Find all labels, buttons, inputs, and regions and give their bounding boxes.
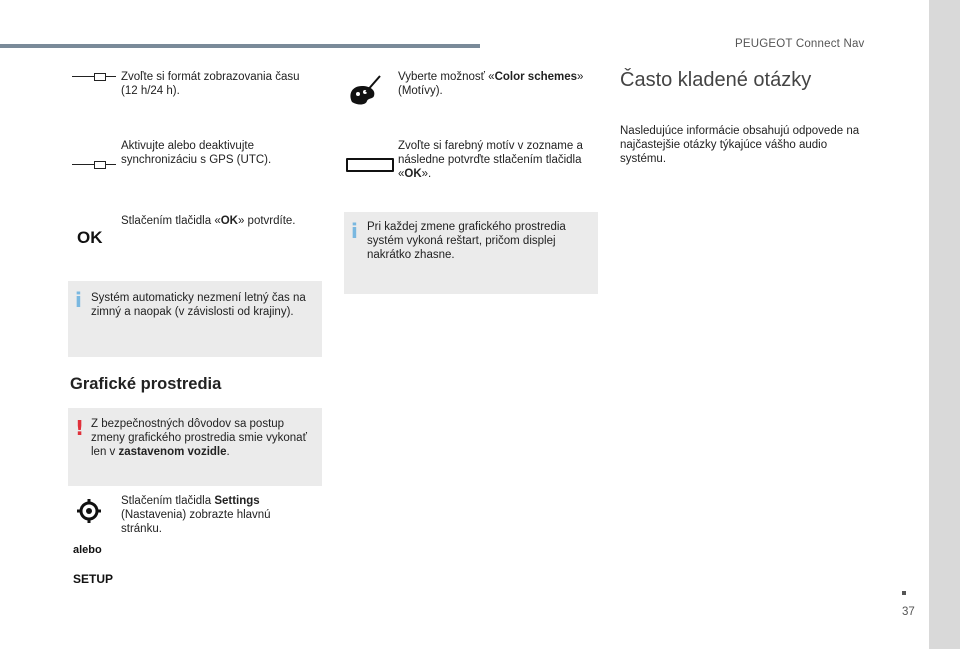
warning-icon: ! xyxy=(75,416,85,440)
page-number: 37 xyxy=(902,606,915,618)
info-icon: i xyxy=(75,288,82,312)
settings-gear-icon xyxy=(76,498,102,524)
slider-icon xyxy=(72,70,116,84)
settings-text: Stlačením tlačidla Settings (Nastavenia) zobrazte hlavnú stránku. xyxy=(121,495,271,535)
palette-icon xyxy=(346,72,382,108)
restart-note-text: Pri každej zmene grafického prostredia systém vykoná reštart, pričom displej nakrátko zhasne. xyxy=(367,221,566,261)
section-title: Grafické prostredia xyxy=(70,375,222,393)
theme-select-text: Zvoľte si farebný motív v zozname a následne potvrďte stlačením tlačidla «OK». xyxy=(398,140,583,180)
running-header: PEUGEOT Connect Nav xyxy=(735,38,865,50)
toggle-icon xyxy=(72,158,116,172)
page-dot xyxy=(902,591,906,595)
header-rule xyxy=(0,44,480,48)
dst-note-text: Systém automaticky nezmení letný čas na zimný a naopak (v závislosti od krajiny). xyxy=(91,292,306,318)
faq-intro-text: Nasledujúce informácie obsahujú odpovede na najčastejšie otázky týkajúce vášho audio systému. xyxy=(620,125,860,165)
page-edge-strip xyxy=(929,0,960,649)
gps-sync-text: Aktivujte alebo deaktivujte synchronizáciu s GPS (UTC). xyxy=(121,140,272,166)
setup-button-label: SETUP xyxy=(73,572,114,586)
alebo-label: alebo xyxy=(73,544,102,556)
faq-title: Často kladené otázky xyxy=(620,69,812,91)
info-icon-2: i xyxy=(351,219,358,243)
ok-confirm-text: Stlačením tlačidla «OK» potvrdíte. xyxy=(121,215,296,227)
time-format-text: Zvoľte si formát zobrazovania času (12 h/24 h). xyxy=(121,71,300,97)
ok-button-icon: OK xyxy=(77,228,103,247)
list-item-icon xyxy=(346,158,392,172)
color-schemes-text: Vyberte možnosť «Color schemes» (Motívy). xyxy=(398,71,584,97)
warning-text: Z bezpečnostných dôvodov sa postup zmeny grafického prostredia smie vykonať len v zastavenom vozidle. xyxy=(91,418,307,458)
